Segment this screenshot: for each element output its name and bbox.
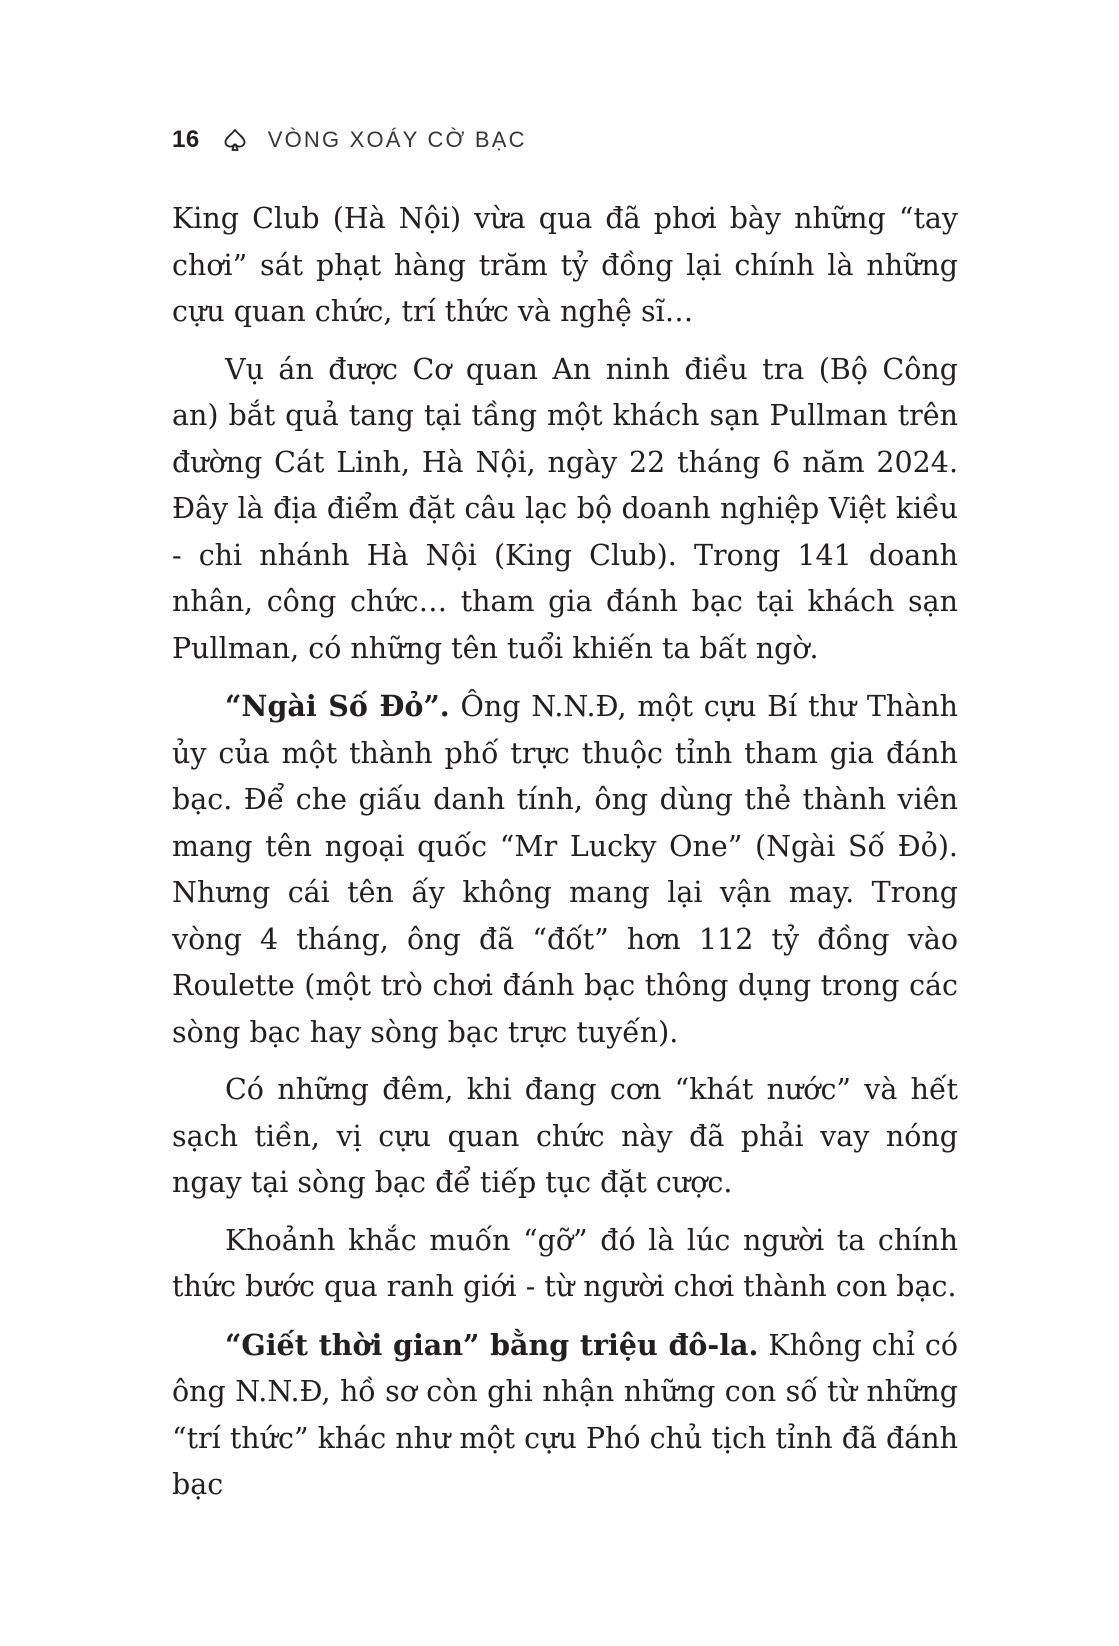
paragraph-lead-in: “Ngài Số Đỏ”. [225, 689, 450, 723]
paragraph-1 [172, 196, 958, 336]
paragraph-text: King Club (Hà Nội) vừa qua đã phơi bày những “tay chơi” sát phạt hàng trăm tỷ đồng lại chính là những cựu quan chức, trí thức và nghệ sĩ… [172, 202, 958, 328]
book-title: VÒNG XOÁY CỜ BẠC [267, 127, 527, 152]
paragraph-4 [172, 1067, 958, 1207]
paragraph-3 [172, 683, 958, 1056]
paragraph-6 [172, 1322, 958, 1509]
paragraph-text: Ông N.N.Đ, một cựu Bí thư Thành ủy của một thành phố trực thuộc tỉnh tham gia đánh bạc. Để che giấu danh tính, ông dùng thẻ thành viên mang tên ngoại quốc “Mr Lucky One” (Ngài Số Đỏ). Nhưng cái tên ấy không mang lại vận may. Trong vòng 4 tháng, ông đã “đốt” hơn 112 tỷ đồng vào Roulette (một trò chơi đánh bạc thông dụng trong các sòng bạc hay sòng bạc trực tuyến). [172, 690, 958, 1049]
running-head [172, 124, 527, 156]
page-number: 16 [172, 126, 200, 153]
paragraph-text: Khoảnh khắc muốn “gỡ” đó là lúc người ta chính thức bước qua ranh giới - từ người chơi thành con bạc. [172, 1223, 958, 1303]
paragraph-5 [172, 1218, 958, 1311]
spade-outline-icon [222, 127, 248, 153]
paragraph-text: Không chỉ có ông N.N.Đ, hồ sơ còn ghi nhận những con số từ những “trí thức” khác như một cựu Phó chủ tịch tỉnh đã đánh bạc [172, 1328, 958, 1501]
paragraph-2 [172, 347, 958, 673]
paragraph-lead-in: “Giết thời gian” bằng triệu đô-la. [225, 1327, 759, 1362]
paragraph-text: Có những đêm, khi đang cơn “khát nước” và hết sạch tiền, vị cựu quan chức này đã phải vay nóng ngay tại sòng bạc để tiếp tục đặt cược. [172, 1073, 958, 1199]
paragraph-text: Vụ án được Cơ quan An ninh điều tra (Bộ Công an) bắt quả tang tại tầng một khách sạn Pullman trên đường Cát Linh, Hà Nội, ngày 22 tháng 6 năm 2024. Đây là địa điểm đặt câu lạc bộ doanh nghiệp Việt kiều - chi nhánh Hà Nội (King Club). Trong 141 doanh nhân, công chức… tham gia đánh bạc tại khách sạn Pullman, có những tên tuổi khiến ta bất ngờ. [172, 352, 958, 665]
body-text [172, 196, 958, 1520]
